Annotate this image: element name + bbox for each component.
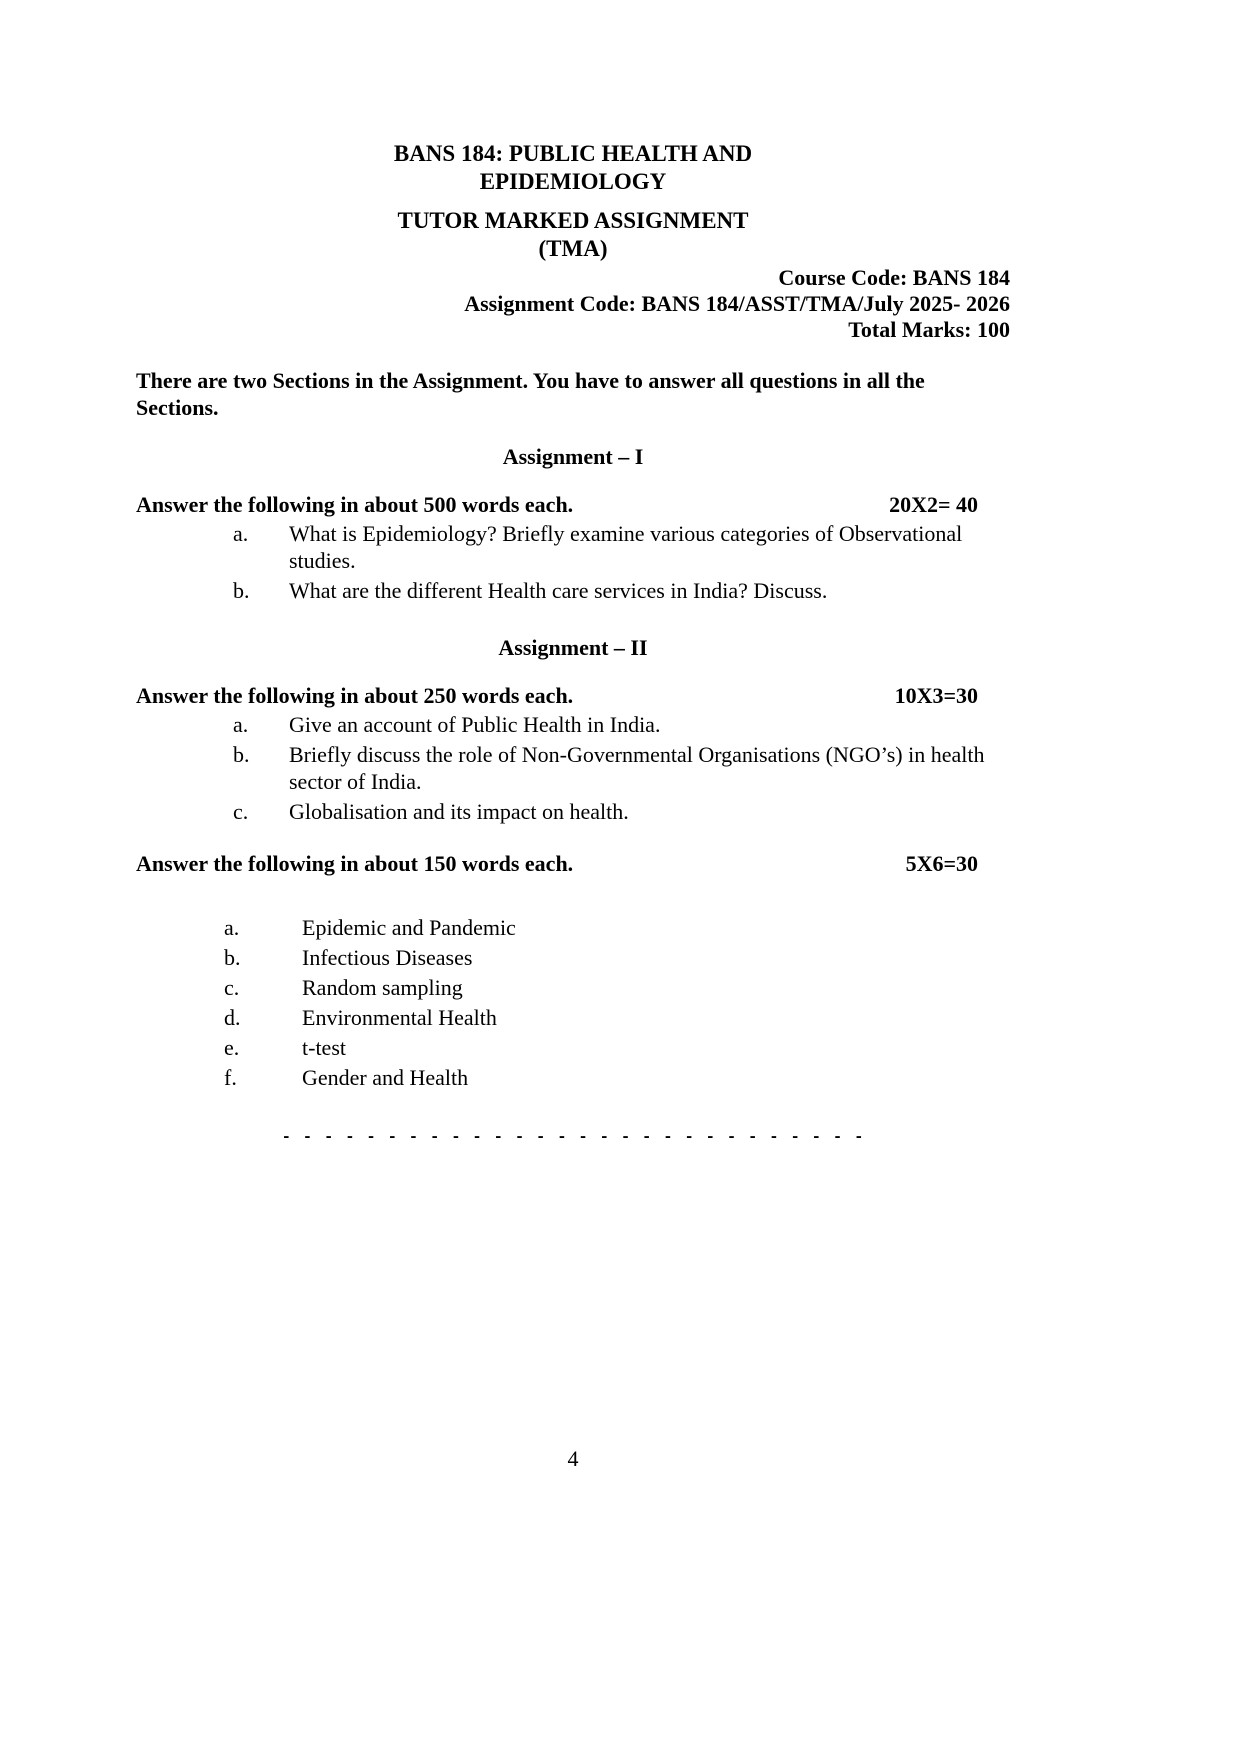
question-text: What are the different Health care services in India? Discuss. (289, 578, 828, 603)
course-title-line2: EPIDEMIOLOGY (479, 169, 667, 194)
note-label: c. (224, 975, 240, 1000)
question-text: Give an account of Public Health in India. (289, 712, 661, 737)
short-notes-instruction-row (136, 850, 1010, 877)
assignment1-questions (136, 520, 1010, 604)
note-item (224, 943, 1010, 972)
intro-note: There are two Sections in the Assignment. You have to answer all questions in all the Sections. (136, 368, 925, 420)
assignment1-marks: 20X2= 40 (889, 492, 978, 517)
question-label: b. (233, 578, 250, 603)
note-label: a. (224, 915, 240, 940)
note-item (224, 913, 1010, 942)
assignment2-marks: 10X3=30 (894, 683, 978, 708)
question-item (233, 577, 1010, 604)
code-block (136, 265, 1010, 343)
note-label: b. (224, 945, 241, 970)
question-text: What is Epidemiology? Briefly examine various categories of Observational studies. (289, 521, 963, 573)
assignment-subtitle-line2: (TMA) (538, 236, 608, 261)
assignment2-instruction-row (136, 682, 1010, 709)
question-text: Globalisation and its impact on health. (289, 799, 629, 824)
note-item (224, 1063, 1010, 1092)
end-divider: - - - - - - - - - - - - - - - - - - - - - - - - - - - - (281, 1128, 865, 1146)
assignment1-instruction: Answer the following in about 500 words each. (136, 492, 574, 517)
assignment-subtitle (136, 207, 1010, 263)
question-item (233, 520, 1010, 574)
question-label: a. (233, 712, 249, 737)
question-item (233, 711, 1010, 738)
question-item (233, 741, 1010, 795)
note-label: d. (224, 1005, 241, 1030)
question-label: c. (233, 799, 249, 824)
course-title (136, 140, 1010, 196)
note-text: Infectious Diseases (302, 945, 473, 970)
question-label: b. (233, 742, 250, 767)
assignment-code: Assignment Code: BANS 184/ASST/TMA/July 2025- 2026 (464, 291, 1010, 316)
short-notes-marks: 5X6=30 (905, 851, 978, 876)
assignment1-instruction-row (136, 491, 1010, 518)
question-text: Briefly discuss the role of Non-Governmental Organisations (NGO’s) in health sector of India. (289, 742, 985, 794)
note-item (224, 973, 1010, 1002)
short-notes-instruction: Answer the following in about 150 words each. (136, 851, 574, 876)
total-marks: Total Marks: 100 (848, 317, 1010, 342)
note-item (224, 1003, 1010, 1032)
note-text: Random sampling (302, 975, 463, 1000)
assignment1-heading: Assignment – I (502, 444, 644, 469)
page-number: 4 (567, 1446, 579, 1471)
assignment2-questions (136, 711, 1010, 825)
note-text: Environmental Health (302, 1005, 497, 1030)
assignment-subtitle-line1: TUTOR MARKED ASSIGNMENT (397, 208, 749, 233)
note-item (224, 1033, 1010, 1062)
note-text: Gender and Health (302, 1065, 469, 1090)
note-label: e. (224, 1035, 240, 1060)
note-text: t-test (302, 1035, 346, 1060)
page-content (136, 0, 1010, 1146)
short-notes-list (136, 913, 1010, 1092)
question-item (233, 798, 1010, 825)
question-label: a. (233, 521, 249, 546)
course-title-line1: BANS 184: PUBLIC HEALTH AND (393, 141, 753, 166)
course-code: Course Code: BANS 184 (778, 265, 1010, 290)
note-text: Epidemic and Pandemic (302, 915, 516, 940)
assignment2-heading: Assignment – II (498, 635, 648, 660)
assignment2-instruction: Answer the following in about 250 words each. (136, 683, 574, 708)
note-label: f. (224, 1065, 237, 1090)
